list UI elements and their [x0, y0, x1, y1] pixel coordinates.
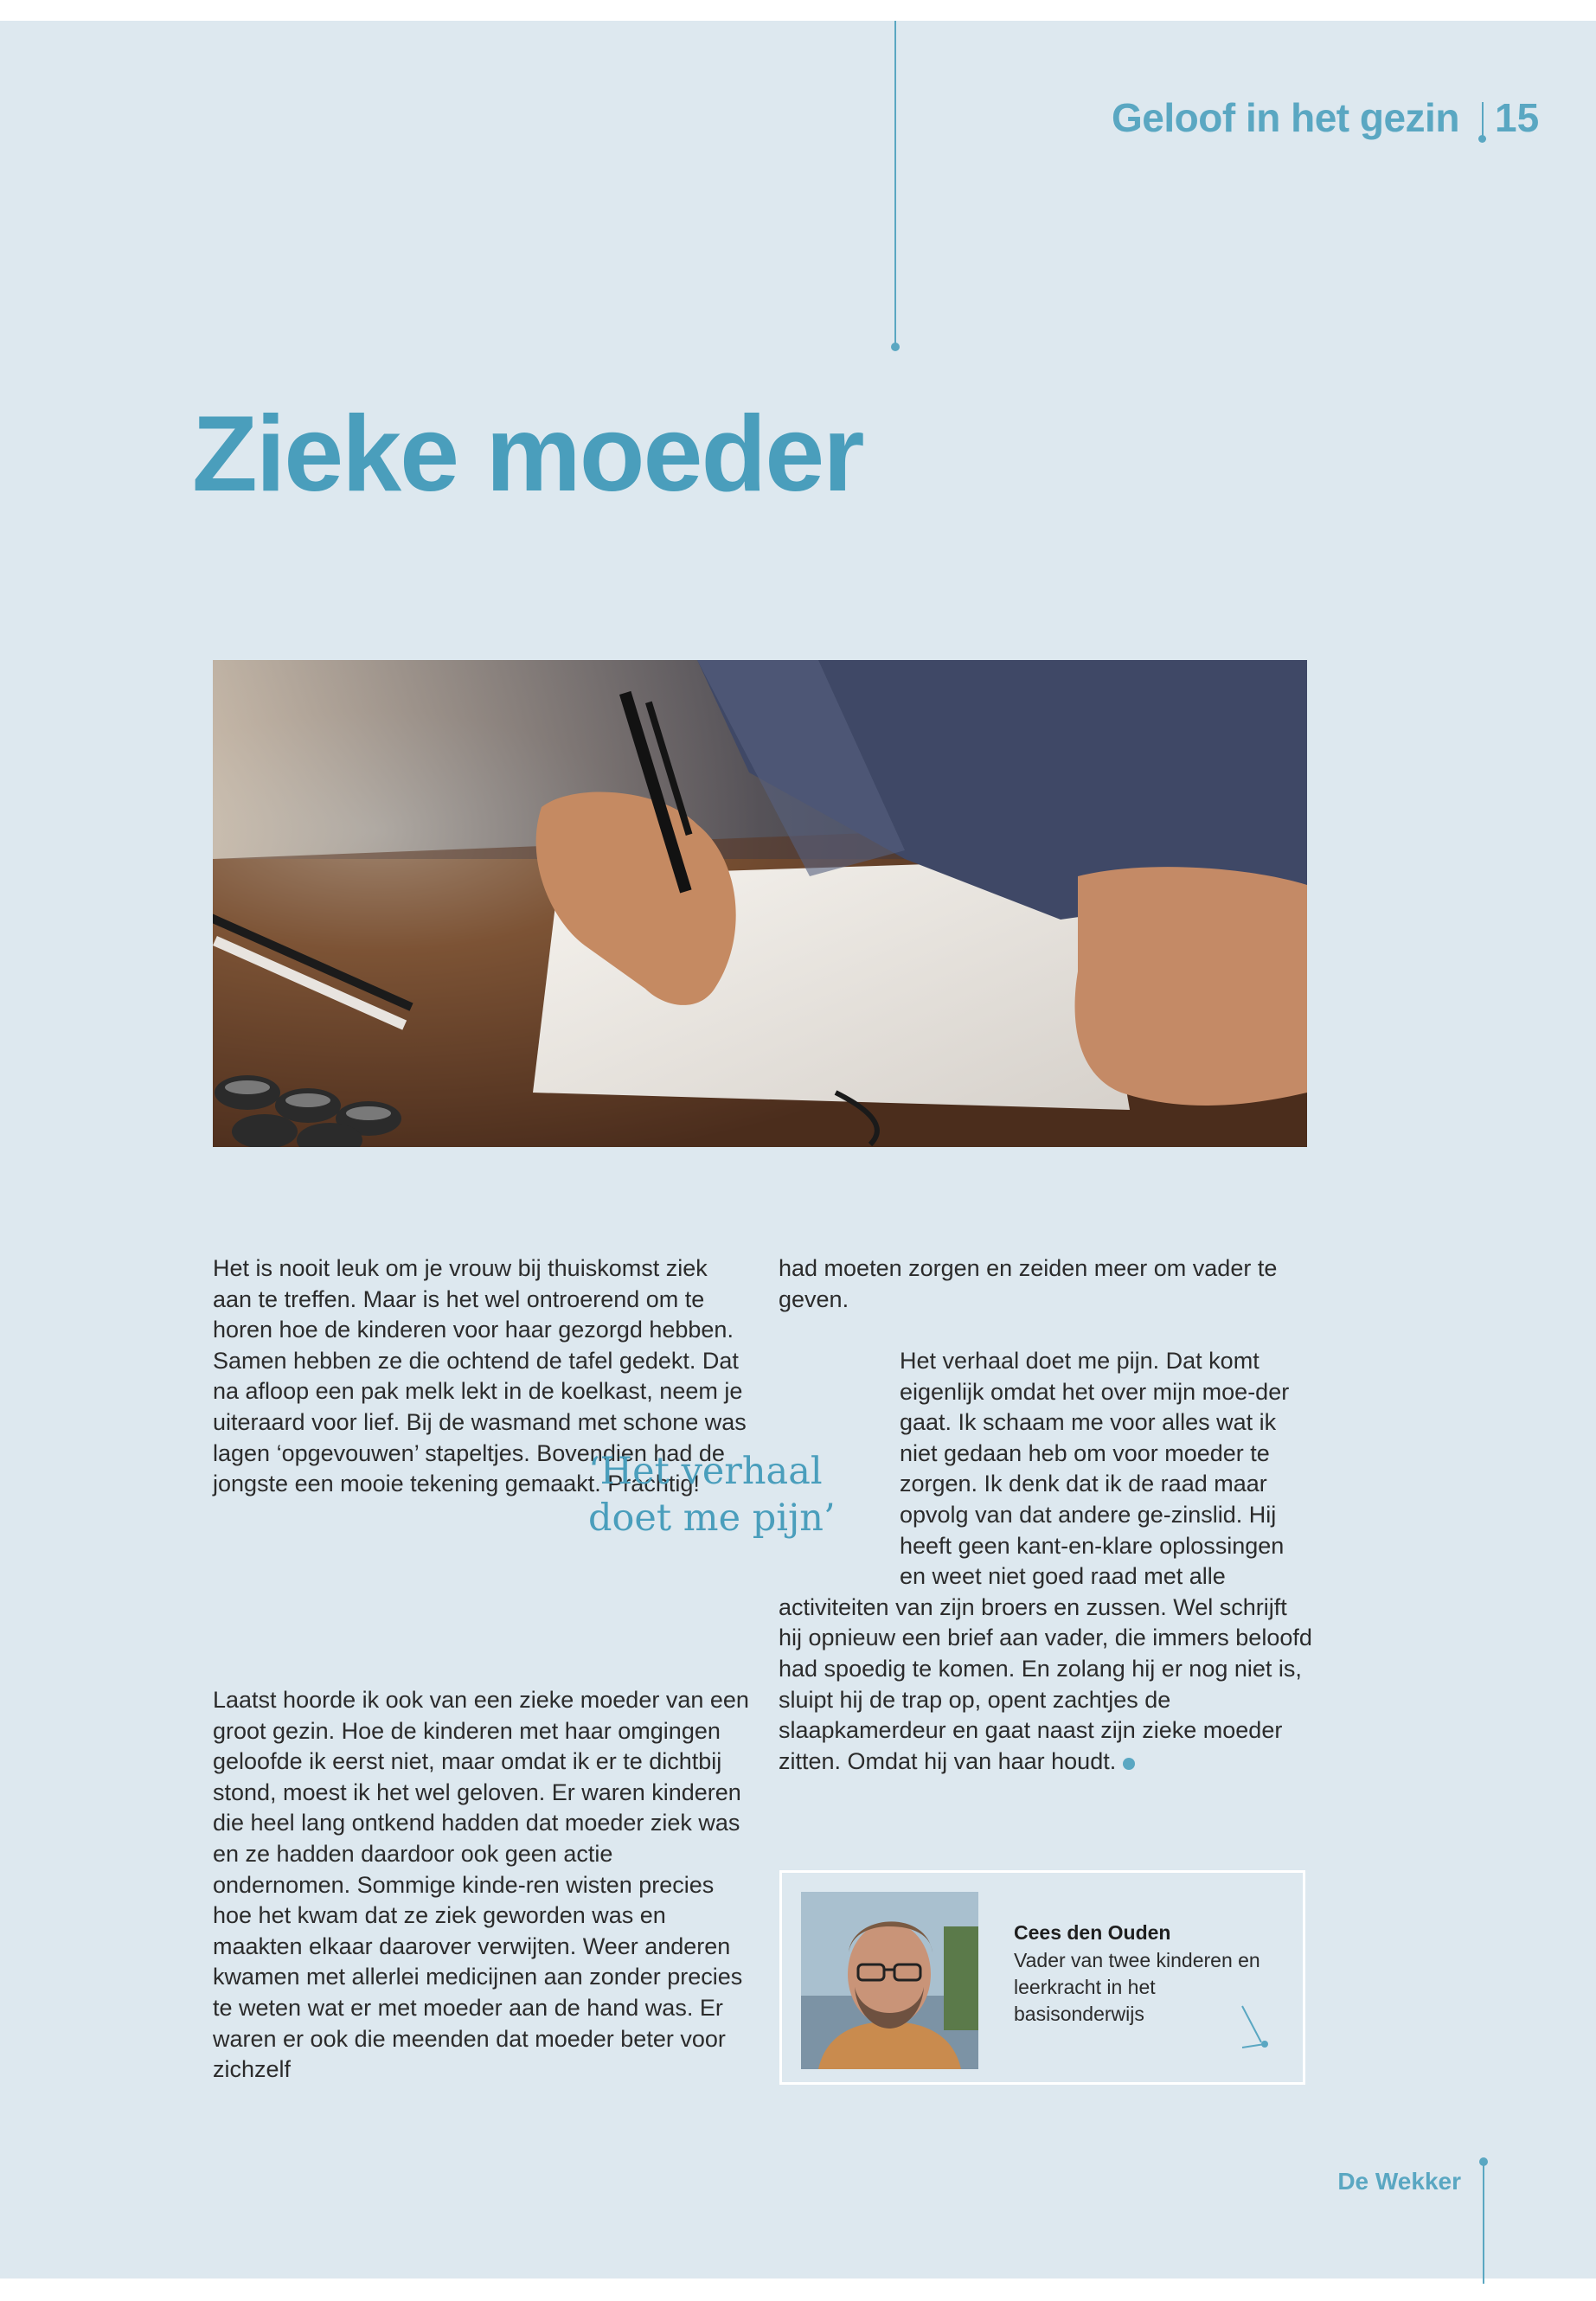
end-mark-icon	[1123, 1758, 1135, 1770]
paragraph-3: had moeten zorgen en zeiden meer om vader te geven.	[779, 1255, 1278, 1312]
author-card	[779, 1870, 1305, 2085]
author-name: Cees den Ouden	[1014, 1921, 1171, 1944]
paragraph-2: Laatst hoorde ik ook van een zieke moeder van een groot gezin. Hoe de kinderen met haar omgingen geloofde ik eerst niet, maar omdat ik er te dichtbij stond, moest ik het wel geloven. Er waren kinderen die heel lang ontkend hadden dat moeder ziek was en ze hadden daardoor ook geen actie ondernomen. Sommige kinde-ren wisten precies hoe het kwam dat ze ziek geworden was en maakten elkaar daarover verwijten. Weer anderen kwamen met allerlei medicijnen aan zonder precies te weten wat er met moeder aan de hand was. Er waren er ook die meenden dat moeder beter voor zichzelf	[213, 1687, 749, 2083]
section-title: Geloof in het gezin	[1112, 95, 1459, 140]
top-rule-dot	[891, 343, 900, 351]
article-photo	[213, 660, 1307, 1147]
paragraph-4-container	[779, 1346, 1315, 1777]
magazine-page	[0, 21, 1596, 2279]
top-vertical-rule	[894, 21, 896, 346]
page-number: 15	[1495, 95, 1540, 140]
decorative-line-icon	[1239, 2003, 1273, 2054]
writing-letter-illustration	[213, 660, 1307, 1147]
article-title: Zieke moeder	[192, 394, 863, 514]
paragraph-1: Het is nooit leuk om je vrouw bij thuiskomst ziek aan te treffen. Maar is het wel ontroerend om te horen hoe de kinderen voor haar gezorgd hebben. Samen hebben ze die ochtend de tafel gedekt. Dat na afloop een pak melk lekt in de koelkast, neem je uiteraard voor lief. Bij de wasmand met schone was lagen ‘opgevouwen’ stapeltjes. Bovendien had de jongste een mooie tekening gemaakt. Prachtig!	[213, 1255, 747, 1497]
paragraph-4: Het verhaal doet me pijn. Dat komt eigenlijk omdat het over mijn moe-der gaat. Ik schaam me voor alles wat ik niet gedaan heb om voor moeder te zorgen. Ik denk dat ik de raad maar opvolg van dat andere ge-zinslid. Hij heeft geen kant-en-klare oplossingen en weet niet goed raad met alle activiteiten van zijn broers en zussen. Wel schrijft hij opnieuw een brief aan vader, die immers beloofd had spoedig te komen. En zolang hij er nog niet is, sluipt hij de trap op, opent zachtjes de slaapkamerdeur en gaat naast zijn zieke moeder zitten. Omdat hij van haar houdt.	[779, 1348, 1312, 1774]
author-description: Vader van twee kinderen en leerkracht in het basisonderwijs	[1014, 1949, 1260, 2025]
author-avatar	[801, 1892, 978, 2069]
pull-quote-line-1: ‘Het verhaal	[588, 1450, 823, 1493]
bottom-vertical-rule	[1483, 2163, 1484, 2284]
header-separator-dot	[1478, 135, 1486, 143]
pull-quote-line-2: doet me pijn’	[588, 1497, 836, 1540]
magazine-name: De Wekker	[1337, 2168, 1461, 2195]
